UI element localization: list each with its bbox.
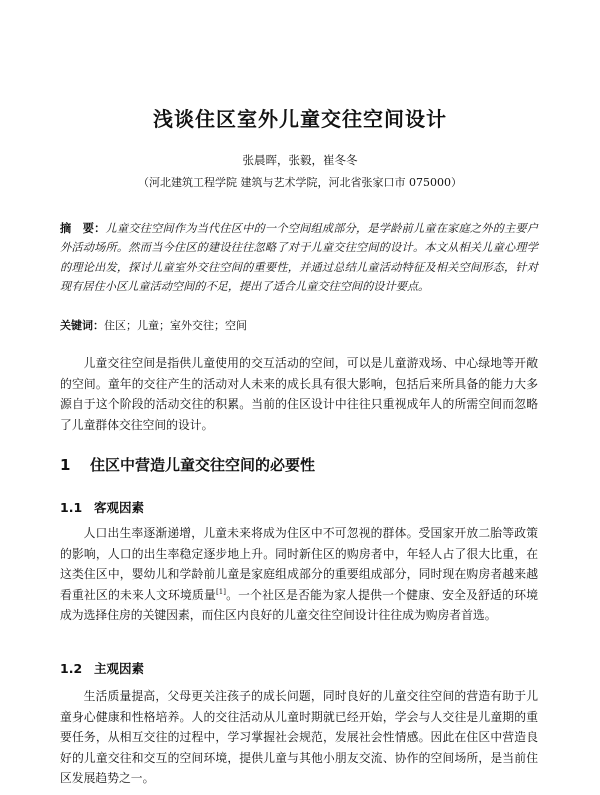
authors: 张晨晖，张毅，崔冬冬 [242, 153, 358, 167]
citation-ref[interactable]: [1] [216, 587, 226, 596]
section-title: 住区中营造儿童交往空间的必要性 [90, 456, 316, 474]
affiliation: （河北建筑工程学院 建筑与艺术学院，河北省张家口市 075000） [138, 176, 462, 189]
subsection-title: 主观因素 [94, 661, 145, 676]
subsection-heading-1-2 [60, 659, 144, 677]
intro-paragraph: 儿童交往空间是指供儿童使用的交互活动的空间，可以是儿童游戏场、中心绿地等开敞的空间。童年的交往产生的活动对人未来的成长具有很大影响，包括后来所具备的能力大多源自于这个阶段的活动交往的积累。当前的住区设计中往往只重视成年人的所需空间而忽略了儿童群体交往空间的设计。 [60, 356, 538, 432]
paper-title: 浅谈住区室外儿童交往空间设计 [153, 107, 447, 131]
keywords-label: 关键词： [60, 319, 104, 332]
subsection-number: 1.2 [60, 661, 83, 676]
abstract [60, 219, 538, 297]
subsection-heading-1-1 [60, 498, 144, 516]
paragraph-text-cont: 。一个社区是否能为家人提供一个健康、安全及舒适的环境成为选择住房的关键因素，而住区内良好的儿童交往空间设计往往成为购房者首选。 [60, 587, 538, 623]
subsection-title: 客观因素 [94, 500, 145, 515]
subsection-1-1-paragraph [60, 523, 538, 626]
section-heading-1 [60, 454, 315, 475]
subsection-number: 1.1 [60, 500, 83, 515]
subsection-1-2-paragraph: 生活质量提高，父母更关注孩子的成长问题，同时良好的儿童交往空间的营造有助于儿童身心健康和性格培养。人的交往活动从儿童时期就已经开始，学会与人交往是儿童期的重要任务，从相互交往的过程中，学习掌握社会规范，发展社会性情感。因此在住区中营造良好的儿童交往和交互的空间环境，提供儿童与其他小朋友交流、协作的空间场所，是当前住区发展趋势之一。 [60, 689, 538, 786]
keywords-text: 住区；儿童；室外交往；空间 [104, 319, 247, 332]
abstract-text: 儿童交往空间作为当代住区中的一个空间组成部分，是学龄前儿童在家庭之外的主要户外活动场所。然而当今住区的建设往往忽略了对于儿童交往空间的设计。本文从相关儿童心理学的理论出发，探讨儿童室外交往空间的重要性，并通过总结儿童活动特征及相关空间形态，针对现有居住小区儿童活动空间的不足，提出了适合儿童交往空间的设计要点。 [60, 222, 538, 294]
section-number: 1 [60, 456, 71, 474]
keywords [60, 317, 538, 333]
abstract-label: 摘 要： [60, 222, 106, 235]
paragraph-text: 人口出生率逐渐递增，儿童未来将成为住区中不可忽视的群体。受国家开放二胎等政策的影响，人口的出生率稳定逐步地上升。同时新住区的购房者中，年轻人占了很大比重，在这类住区中，婴幼儿和学龄前儿童是家庭组成部分的重要组成部分，同时现在购房者越来越看重社区的未来人文环境质量 [60, 526, 538, 602]
